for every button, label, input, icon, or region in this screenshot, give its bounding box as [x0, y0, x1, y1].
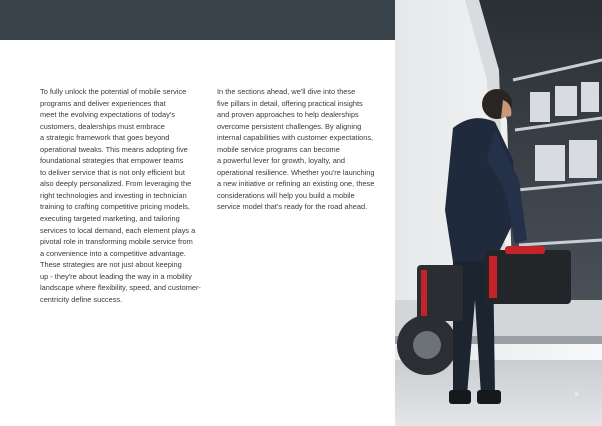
text-line: operational tweaks. This means adopting five	[40, 144, 188, 154]
text-line: and proven approaches to help dealerships	[217, 110, 359, 120]
text-line: a powerful lever for growth, loyalty, and	[217, 156, 346, 166]
text-line: customers, dealerships must embrace	[40, 121, 165, 131]
text-line: To fully unlock the potential of mobile service	[40, 87, 187, 96]
page-number: 3	[574, 391, 578, 398]
text-line: a new initiative or refining an existing one, these	[217, 179, 375, 189]
text-line: These strategies are not just about keeping	[40, 260, 182, 270]
text-line: training to crafting competitive pricing models,	[40, 202, 190, 212]
text-line: internal capabilities with customer expectations,	[217, 133, 374, 143]
text-line: also deeply personalized. From leveraging the	[40, 179, 192, 189]
text-line: operational resilience. Whether you're launching	[217, 167, 375, 177]
text-line: mobile service programs can become	[217, 144, 340, 154]
text-line: pivotal role in transforming mobile service from	[40, 237, 193, 247]
technician-van-photo	[395, 0, 602, 426]
text-line: right technologies and investing in technician	[40, 190, 187, 200]
body-column-right	[217, 86, 387, 213]
text-line: considerations will help you build a mobile	[217, 190, 355, 200]
text-line: a strategic framework that goes beyond	[40, 133, 170, 143]
body-column-left	[40, 86, 212, 305]
text-line: overcome persistent challenges. By aligning	[217, 121, 362, 131]
text-line: services to local demand, each element plays a	[40, 225, 196, 235]
text-line: programs and deliver experiences that	[40, 98, 166, 108]
text-line: landscape where flexibility, speed, and customer-	[40, 283, 201, 293]
text-line: centricity define success.	[40, 294, 123, 304]
text-line: five pillars in detail, offering practical insights	[217, 98, 363, 108]
text-line: service model that's ready for the road ahead.	[217, 202, 368, 212]
text-line: up - they're about leading the way in a mobility	[40, 271, 192, 281]
text-line: In the sections ahead, we'll dive into these	[217, 87, 356, 96]
text-line: to deliver service that is not only efficient but	[40, 167, 185, 177]
text-line: a convenience into a competitive advantage.	[40, 248, 186, 258]
text-line: executing targeted marketing, and tailoring	[40, 214, 180, 224]
header-band	[0, 0, 395, 40]
text-line: meet the evolving expectations of today's	[40, 110, 175, 120]
text-line: foundational strategies that empower teams	[40, 156, 184, 166]
